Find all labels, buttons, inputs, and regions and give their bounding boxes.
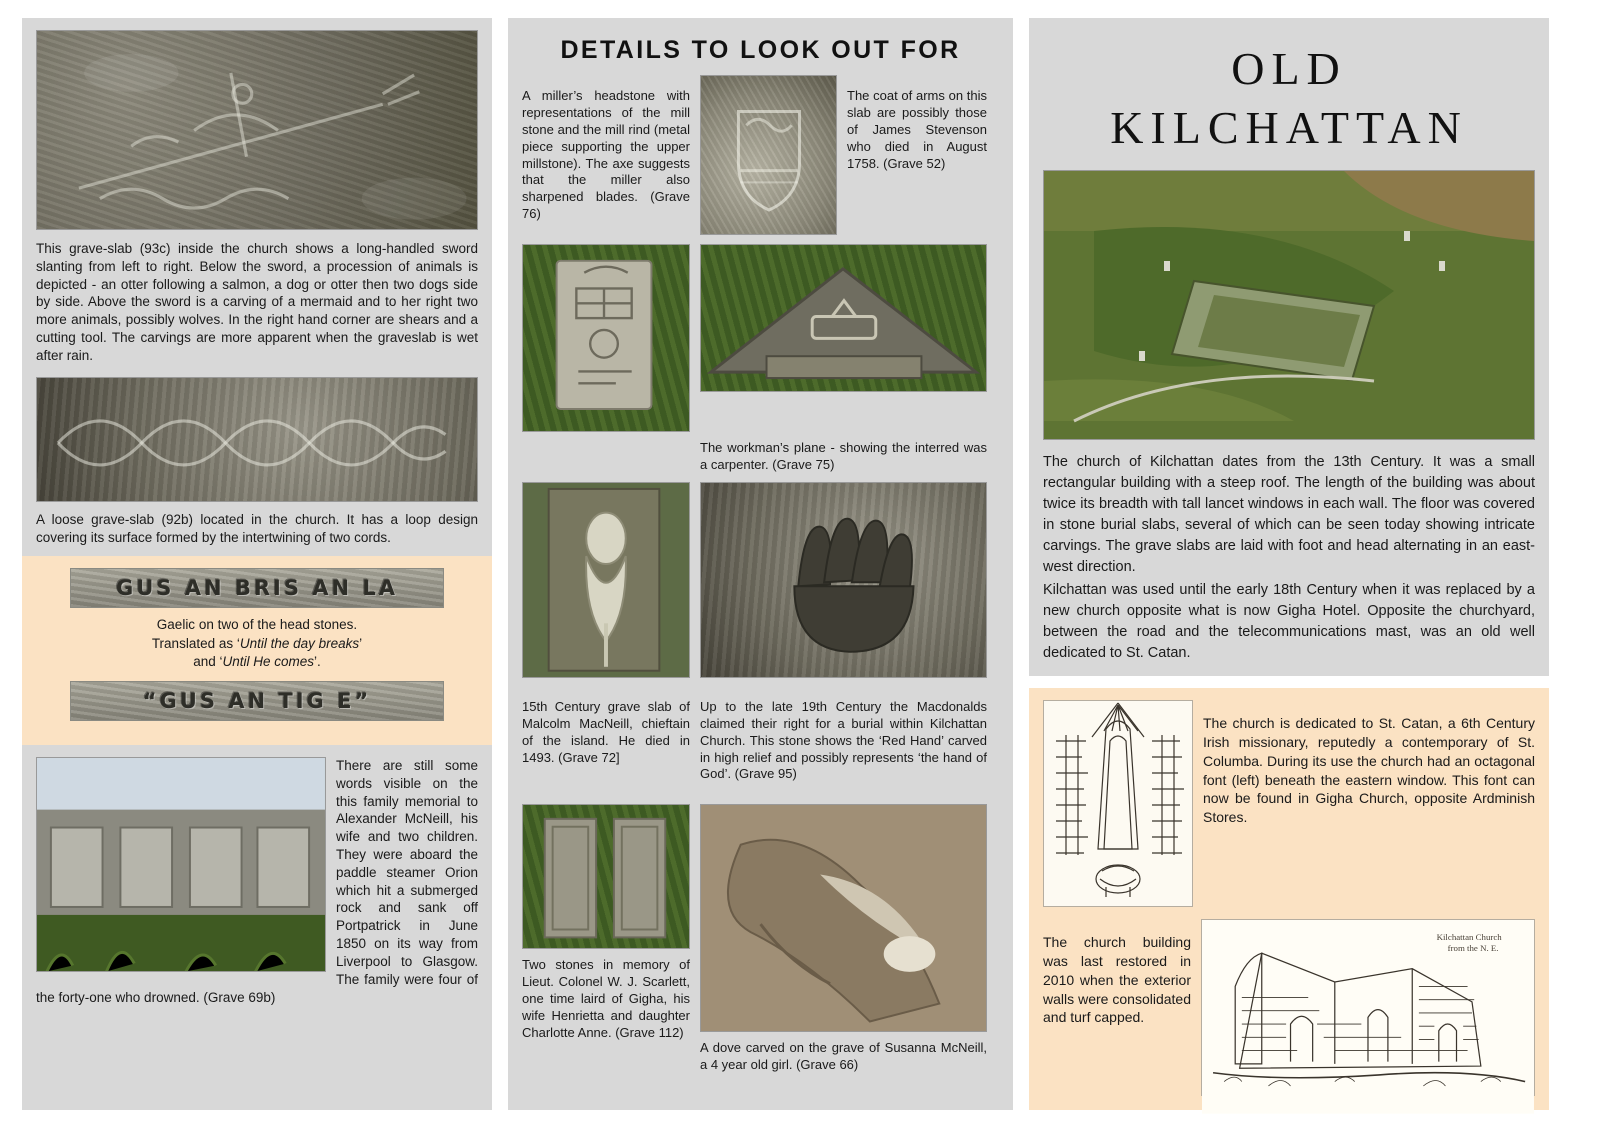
restoration-caption: The church building was last restored in 2010 when the exterior walls were consolidated and turf capped. [1043,933,1191,1026]
coat-of-arms-caption: The coat of arms on this slab are possibly those of James Stevenson who died in August 1758. (Grave 52) [847,88,987,171]
coat-of-arms-illustration [701,76,836,234]
church-history-paragraph-1: The church of Kilchattan dates from the 13th Century. It was a small rectangular building with a steep roof. The length of the building was about twice its breadth with tall lancet windows in each wall. The floor was covered in stone burial slabs, several of which can be seen today showing intricate carvings. The grave slabs are laid with foot and head alternating in an east-west direction. [1043,453,1535,575]
miller-caption: A miller’s headstone with representations of the mill stone and the mill rind (metal piece supporting the upper millstone). The axe suggests that the miller also sharpened blades. (Grave 76) [522,88,690,222]
gaelic-note-line2 [36,635,478,653]
red-hand-caption: Up to the late 19th Century the Macdonalds claimed their right for a burial within Kilchattan Church. This stone shows the ‘Red Hand’ carved in high relief and possibly represents ‘the hand of God’. (Grave 95) [700,698,987,782]
macneill-redhand-captions [522,686,999,796]
grave-slab-92b-caption: A loose grave-slab (92b) located in the church. It has a loop design covering its surface formed by the intertwining of two cords. [36,511,478,545]
church-ruin-sketch [1201,919,1535,1096]
grave-slab-93c-photo [36,30,478,230]
millers-headstone-illustration [523,245,689,431]
gaelic-note-line3-prefix: and ‘ [193,653,223,669]
left-bottom-panel [22,745,492,1110]
page-title [1043,40,1535,158]
left-top-panel [22,18,492,556]
mcneill-memorial-caption: There are still some words visible on the this family memorial to Alexander McNeill, his wife and two children. They were aboard the paddle steamer Orion which hit a submerged rock and sank off Portpatrick in June 1850 on its way from Liverpool to Glasgow. The family were four of the forty-one who drowned. (Grave 69b) [36,757,478,1005]
scarlett-stones-illustration [523,805,689,948]
scarlett-stones-photo [522,804,690,949]
coat-of-arms-slab-photo [700,75,837,235]
scarlett-dove-row [522,804,999,1087]
scarlett-caption: Two stones in memory of Lieut. Colonel W. J. Scarlett, one time laird of Gigha, his wife Henrietta and daughter Charlotte Anne. (Grave 112) [522,957,690,1040]
grave-slab-93c-caption: This grave-slab (93c) inside the church shows a long-handled sword slanting from left to right. Below the sword, a procession of animals is depicted - an otter following a salmon, a dog or otter then two dogs side by side. Above the sword is a carving of a mermaid and to her right two more animals, possibly wolves. In the right hand corner are shears and a cutting tool. The carvings are more apparent when the graveslab is wet after rain. [36,241,478,363]
lancet-window-illustration [1044,701,1192,906]
mcneill-family-memorial-photo [36,757,326,972]
gaelic-note-line3-suffix: ’. [314,653,321,669]
miller-and-arms-row [522,75,999,236]
grave-slab-92b-photo [36,377,478,502]
miller-text-cell [522,75,690,236]
church-ruin-illustration [1202,920,1534,1114]
coat-of-arms-text-cell [847,75,987,236]
gaelic-note-line3 [36,653,478,671]
red-hand-illustration [701,483,986,678]
carpenters-plane-stone-photo [700,244,987,392]
dove-carving-photo [700,804,987,1032]
gaelic-note-line2-suffix: ’ [359,635,363,651]
church-history-paragraph-2: Kilchattan was used until the early 18th Century when it was replaced by a new church opposite what is now Gigha Hotel. Opposite the churchyard, between the road and the telecommunications mast, was an old well dedicated to St. Catan. [1043,581,1535,661]
restoration-row [1043,919,1535,1096]
title-line-1: OLD [1231,43,1347,94]
aerial-illustration [1044,171,1534,440]
miller-plane-row [522,244,999,432]
gaelic-note-line1: Gaelic on two of the head stones. [156,617,358,633]
dedication-caption: The church is dedicated to St. Catan, a 6th Century Irish missionary, reputedly a contemporary of St. Columba. During its use the church had an octagonal font (left) beneath the eastern window. This font can now be found in Gigha Church, opposite Ardminish Stores. [1203,714,1535,826]
right-top-panel [1029,18,1549,676]
gaelic-panel [22,556,492,745]
mcneill-memorial-block [36,757,478,1006]
aerial-view-kilchattan-photo [1043,170,1535,440]
gaelic-note-line2-italic: Until the day breaks [239,635,360,651]
gaelic-note-line2-prefix: Translated as ‘ [151,635,240,651]
macneill-grave-slab-photo [522,482,690,678]
millers-headstone-photo [522,244,690,432]
macneill-slab-illustration [523,483,689,677]
details-heading: DETAILS TO LOOK OUT FOR [560,36,961,64]
left-column [22,18,492,1110]
loop-design-illustration [37,378,477,502]
lancet-window-sketch [1043,700,1193,907]
right-column [1029,18,1549,1110]
gaelic-stone-1: GUS AN BRIS AN LA [70,568,444,608]
gaelic-stone-2: “GUS AN TIG E” [70,681,444,721]
gaelic-note-line3-italic: Until He comes [222,653,315,669]
macneill-redhand-row [522,482,999,678]
plane-carving-illustration [701,245,986,392]
ruin-sketch-label-line-1: Kilchattan Church [1436,931,1502,942]
gaelic-note [36,616,478,671]
memorial-wall-illustration [37,758,325,972]
red-hand-carving-photo [700,482,987,678]
dove-caption: A dove carved on the grave of Susanna McNeill, a 4 year old girl. (Grave 66) [700,1040,987,1073]
macneill-caption: 15th Century grave slab of Malcolm MacNeill, chieftain of the island. He died in 1493. (Grave 72] [522,698,690,765]
slab-carving-illustration [37,31,477,230]
right-bottom-panel [1029,688,1549,1110]
dedication-row [1043,700,1535,907]
middle-column [508,18,1013,1110]
plane-caption: The workman’s plane - showing the interred was a carpenter. (Grave 75) [700,440,987,473]
dove-illustration [701,805,986,1031]
ruin-sketch-label-line-2: from the N. E. [1447,942,1499,953]
title-line-2: KILCHATTAN [1110,101,1468,153]
